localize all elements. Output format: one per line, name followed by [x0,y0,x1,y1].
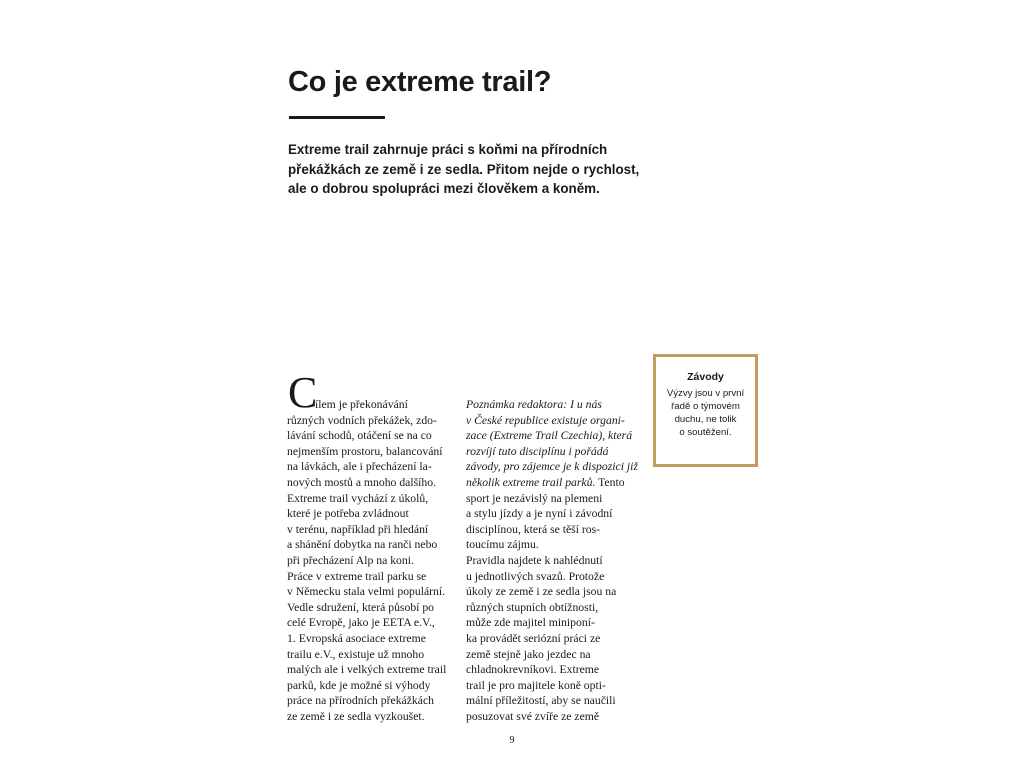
text-line: celé Evropě, jako je EETA e.V., [287,616,435,630]
title-underline [289,116,385,119]
text-line: a shánění dobytka na ranči nebo [287,538,438,552]
text-line: může zde majitel miniponí- [466,616,595,630]
text-line: nových mostů a mnoho dalšího. [287,475,437,489]
left-column-text [287,397,457,724]
text-line: trail je pro majitele koně opti- [466,678,606,692]
text-line: Vedle sdružení, která působí po [287,600,435,614]
text-line: ze země i ze sedla vyzkoušet. [287,709,425,723]
sidebar-line: řadě o týmovém [671,401,740,412]
mixed-line [466,475,638,491]
text-line: při přecházení Alp na koni. [287,553,414,567]
text-line: v terénu, například při hledání [287,522,429,536]
text-line: ílem je překonávání [315,398,408,411]
editor-note-line: Poznámka redaktora: I u nás [466,398,602,411]
editor-note-line: rozvíjí tuto disciplínu i pořádá [466,444,609,458]
text-line: parků, kde je možné si výhody [287,678,431,692]
lead-line: překážkách ze země i ze sedla. Přitom nejde o rychlost, [288,161,640,177]
text-line: nejmenším prostoru, balancování [287,444,443,458]
text-line: ka provádět seriózní práci ze [466,631,601,645]
text-line: a stylu jízdy a je nyní i závodní [466,507,613,521]
editor-note-line: závody, pro zájemce je k dispozici již [466,460,638,474]
page-title: Co je extreme trail? [288,66,552,98]
text-fragment: Tento [595,475,625,489]
text-line: které je potřeba zvládnout [287,507,409,521]
page-number: 9 [509,735,515,746]
text-line: úkoly ze země i ze sedla jsou na [466,585,617,599]
text-line: sport je nezávislý na plemeni [466,491,603,505]
lead-line: Extreme trail zahrnuje práci s koňmi na přírodních [288,142,608,157]
text-line: disciplínou, která se těší ros- [466,522,601,536]
text-line: u jednotlivých svazů. Protože [466,569,605,583]
text-line: Pravidla najdete k nahlédnutí [466,553,603,567]
text-line: posuzovat své zvíře ze země [466,709,600,723]
text-line: trailu e.V., existuje už mnoho [287,647,425,661]
text-line: chladnokrevníkovi. Extreme [466,663,600,677]
lead-line: ale o dobrou spolupráci mezi člověkem a koněm. [288,181,600,196]
text-line: malých ale i velkých extreme trail [287,663,447,677]
editor-note-line: zace (Extreme Trail Czechia), která [466,429,633,443]
text-line: lávání schodů, otáčení se na co [287,429,432,443]
sidebar-line: duchu, ne tolik [674,414,737,425]
text-line: různých vodních překážek, zdo- [287,413,437,427]
sidebar-box [653,354,758,467]
text-line: práce na přírodních překážkách [287,694,434,708]
sidebar-line: Výzvy jsou v první [666,388,745,399]
editor-note-line: v České republice existuje organi- [466,413,625,427]
text-line: na lávkách, ale i přecházení la- [287,460,432,474]
sidebar-line: o soutěžení. [679,427,732,438]
text-line: mální příležitostí, aby se naučili [466,694,616,708]
editor-note-end: několik extreme trail parků. [466,475,596,489]
text-line: 1. Evropská asociace extreme [287,631,426,645]
text-line: toucímu zájmu. [466,538,539,552]
sidebar-text [656,387,755,439]
sidebar-title: Závody [687,371,724,383]
drop-cap: C [288,368,318,417]
text-line: Práce v extreme trail parku se [287,569,427,583]
text-line: různých stupních obtížnosti, [466,600,599,614]
right-column-text [466,397,638,724]
lead-paragraph [288,140,640,199]
text-line: Extreme trail vychází z úkolů, [287,491,429,505]
text-line: v Německu stala velmi populární. [287,585,446,599]
text-line: země stejně jako jezdec na [466,647,591,661]
